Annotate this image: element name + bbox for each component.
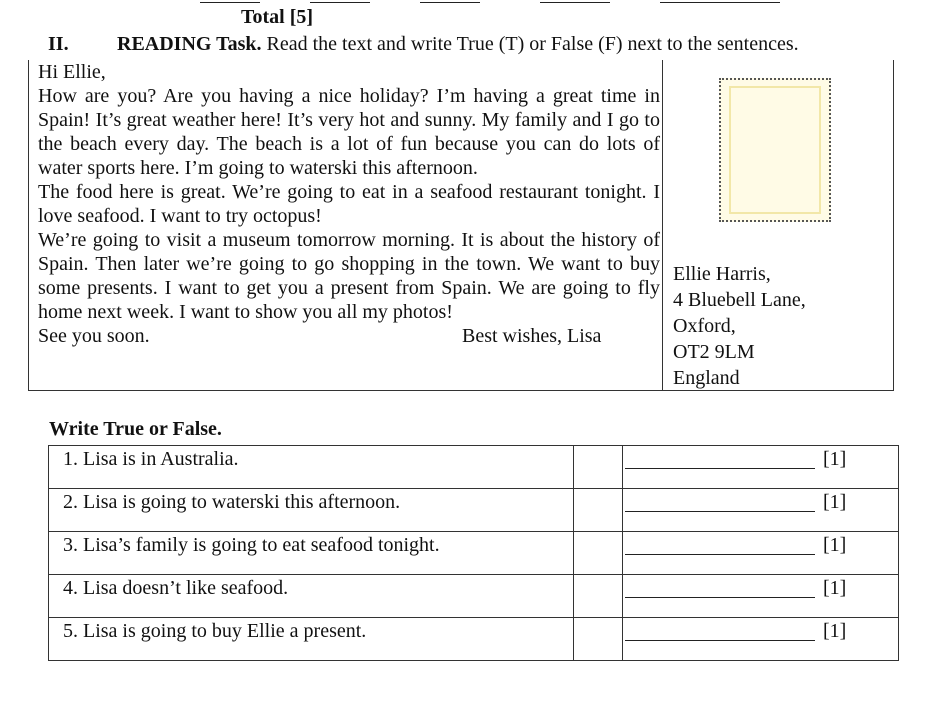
task-instruction: Read the text and write True (T) or False (F) next to the sentences.: [266, 33, 799, 55]
exercise-heading: Write True or False.: [49, 418, 222, 440]
answer-cell: [623, 446, 899, 489]
cropped-answer-blanks: [190, 0, 790, 4]
table-row: [49, 446, 899, 489]
letter-paragraph: The food here is great. We’re going to eat in a seafood restaurant tonight. I love seafood. I want to try octopus!: [38, 181, 660, 227]
letter-closing: Best wishes, Lisa: [462, 325, 602, 347]
answer-cell: [623, 575, 899, 618]
statement: 3. Lisa’s family is going to eat seafood tonight.: [49, 532, 574, 575]
answer-box[interactable]: [574, 489, 623, 532]
answer-line[interactable]: [625, 468, 815, 469]
postcard-letter: [38, 60, 660, 348]
task-title: READING Task.: [117, 33, 262, 55]
answer-box[interactable]: [574, 575, 623, 618]
mark: [1]: [823, 534, 847, 556]
table-row: [49, 575, 899, 618]
mark: [1]: [823, 448, 847, 470]
postcard: [28, 60, 894, 391]
postcard-divider: [662, 60, 663, 390]
true-false-table: [48, 445, 899, 661]
letter-greeting: Hi Ellie,: [38, 61, 106, 83]
section-number: II.: [48, 33, 69, 55]
answer-line[interactable]: [625, 554, 815, 555]
answer-box[interactable]: [574, 446, 623, 489]
postage-stamp-icon: [719, 78, 831, 222]
answer-box[interactable]: [574, 532, 623, 575]
letter-paragraph: How are you? Are you having a nice holiday? I’m having a great time in Spain! It’s great weather here! It’s very hot and sunny. My family and I go to the beach every day. The beach is a lot of fun because you can do lots of water sports here. I’m going to waterski this afternoon.: [38, 85, 660, 179]
letter-closing-line: [38, 324, 660, 348]
answer-line[interactable]: [625, 640, 815, 641]
mark: [1]: [823, 491, 847, 513]
total-score: Total [5]: [241, 6, 314, 28]
statement: 1. Lisa is in Australia.: [49, 446, 574, 489]
table-row: [49, 532, 899, 575]
task-instruction-line: [48, 33, 799, 56]
address-line: England: [673, 367, 740, 389]
address-line: OT2 9LM: [673, 341, 755, 363]
letter-signoff: See you soon.: [38, 325, 150, 347]
answer-line[interactable]: [625, 511, 815, 512]
address-line: Ellie Harris,: [673, 263, 771, 285]
table-row: [49, 489, 899, 532]
answer-cell: [623, 532, 899, 575]
letter-paragraph: We’re going to visit a museum tomorrow morning. It is about the history of Spain. Then later we’re going to go shopping in the town. We want to buy some presents. I want to get you a present from Spain. We are going to fly home next week. I want to show you all my photos!: [38, 229, 660, 323]
answer-cell: [623, 618, 899, 661]
address-line: Oxford,: [673, 315, 736, 337]
statement: 4. Lisa doesn’t like seafood.: [49, 575, 574, 618]
address-line: 4 Bluebell Lane,: [673, 289, 806, 311]
mark: [1]: [823, 577, 847, 599]
answer-line[interactable]: [625, 597, 815, 598]
statement: 5. Lisa is going to buy Ellie a present.: [49, 618, 574, 661]
mark: [1]: [823, 620, 847, 642]
answer-box[interactable]: [574, 618, 623, 661]
table-row: [49, 618, 899, 661]
postcard-address: [673, 261, 806, 391]
answer-cell: [623, 489, 899, 532]
statement: 2. Lisa is going to waterski this afternoon.: [49, 489, 574, 532]
